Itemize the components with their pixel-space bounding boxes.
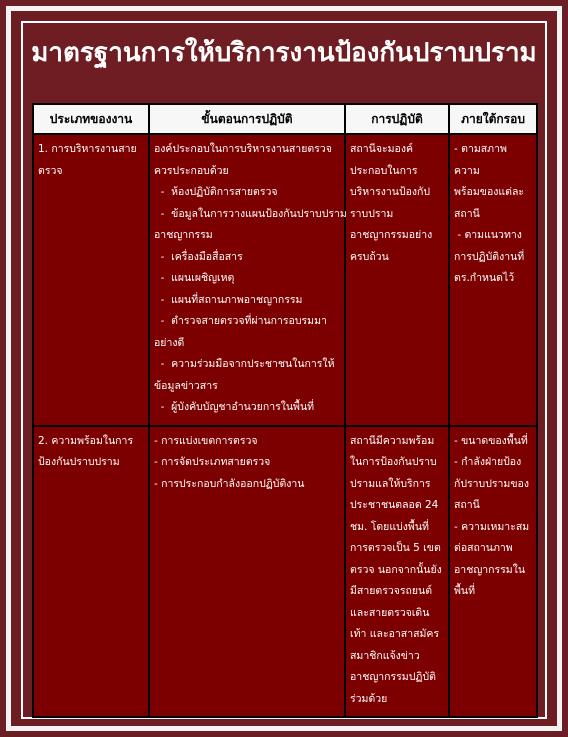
cell-line: สถานี (454, 207, 480, 220)
cell-line: พร้อมของแต่ละ (454, 186, 525, 198)
cell-line: - ความร่วมมือจากประชาชนในการให้ (154, 358, 335, 370)
cell-line: - การประกอบกำลังออกปฏิบัติงาน (154, 477, 305, 490)
cell-line: องค์ประกอบในการบริหารงานสายตรวจ (154, 143, 332, 155)
cell-line: พื้นที่ (454, 585, 476, 597)
cell-line: และสายตรวจเดิน (350, 606, 430, 619)
cell-line: ชม. โดยแบ่งพื้นที่ (350, 520, 429, 533)
cell-framework (449, 426, 537, 718)
cell-line: - ตำรวจสายตรวจที่ผ่านการอบรมมา (154, 315, 327, 327)
cell-line: มีสายตรวจรถยนต์ (350, 585, 433, 597)
cell-line: ราบปราม (350, 207, 394, 220)
cell-line: อาชญากรรม (154, 229, 213, 241)
cell-line: - ห้องปฏิบัติการสายตรวจ (154, 186, 278, 198)
cell-line: ประกอบในการ (350, 164, 418, 177)
cell-work-type (33, 134, 149, 426)
table-row (33, 134, 537, 426)
cell-line: - ตามสภาพความ (454, 143, 507, 177)
cell-line: เท้า และอาสาสมัคร (350, 628, 440, 640)
cell-line: - กำลังฝ่ายป้อง (454, 456, 522, 468)
table-row (33, 426, 537, 718)
cell-line: ในการป้องกันปราบ (350, 456, 437, 468)
cell-line: 2. ความพร้อมในการ (38, 434, 134, 447)
cell-line: - การจัดประเภทสายตรวจ (154, 456, 271, 468)
header-practice: การปฏิบัติ (345, 104, 449, 134)
cell-framework (449, 134, 537, 426)
cell-line: ควรประกอบด้วย (154, 164, 229, 177)
cell-line: อาชญากรรมอย่าง (350, 229, 433, 241)
cell-line: ต่อสถานภาพ (454, 542, 513, 554)
cell-line: - ข้อมูลในการวางแผนป้องกันปราบปราม (154, 207, 347, 220)
cell-practice (345, 426, 449, 718)
cell-line: ปรามแลให้บริการ (350, 477, 431, 490)
cell-line: อย่างดี (154, 336, 185, 349)
cell-line: - ตามแนวทาง (454, 229, 522, 241)
cell-line: การตรวจเป็น 5 เขต (350, 542, 441, 554)
cell-procedure (149, 426, 345, 718)
cell-line: สถานีจะมองค์ (350, 143, 414, 155)
header-framework: ภายใต้กรอบ (449, 104, 537, 134)
inner-frame (21, 21, 547, 719)
cell-procedure (149, 134, 345, 426)
cell-line: ตรวจ นอกจากนั้นยัง (350, 563, 442, 576)
cell-line: บริหารงานป้องกัป (350, 186, 431, 198)
cell-line: ประชาชนตลอด 24 (350, 499, 439, 511)
header-procedure: ขั้นตอนการปฏิบัติ (149, 104, 345, 134)
page-title: มาตรฐานการให้บริการงานป้องกันปราบปราม (31, 38, 537, 68)
cell-line: ตรวจ (38, 164, 63, 177)
cell-line: - เครื่องมือสื่อสาร (154, 250, 243, 263)
cell-line: สถานีมีความพร้อม (350, 434, 435, 447)
header-work-type: ประเภทของงาน (33, 104, 149, 134)
cell-line: - ความเหมาะสม (454, 520, 530, 533)
cell-line: ตร.กำหนดไว้ (454, 272, 515, 284)
cell-line: - แผนเผชิญเหตุ (154, 272, 235, 284)
cell-line: ครบถ้วน (350, 250, 389, 263)
outer-frame (6, 6, 562, 731)
cell-line: - ผู้บังคับบัญชาอำนวยการในพื้นที่ (154, 401, 315, 413)
cell-line: - แผนที่สถานภาพอาชญากรรม (154, 293, 303, 306)
table-header-row (33, 104, 537, 134)
cell-line: สมาชิกแจ้งข่าว (350, 649, 420, 662)
cell-line: อาชญากรรมใน (454, 563, 526, 576)
cell-line: - การแบ่งเขตการตรวจ (154, 434, 258, 447)
cell-line: สถานี (454, 499, 480, 511)
cell-line: - ขนาดของพื้นที่ (454, 434, 528, 447)
cell-practice (345, 134, 449, 426)
cell-line: 1. การบริหารงานสาย (38, 143, 137, 155)
cell-line: กัปราบปรามของ (454, 477, 529, 490)
cell-line: การปฏิบัติงานที่ (454, 250, 525, 263)
cell-line: อาชญากรรมปฏิบัติ (350, 671, 436, 683)
cell-line: ร่วมด้วย (350, 692, 388, 705)
cell-line: ข้อมูลข่าวสาร (154, 379, 218, 392)
cell-line: ป้องกันปราบปราม (38, 456, 120, 468)
service-standard-table (32, 103, 538, 718)
cell-work-type (33, 426, 149, 718)
